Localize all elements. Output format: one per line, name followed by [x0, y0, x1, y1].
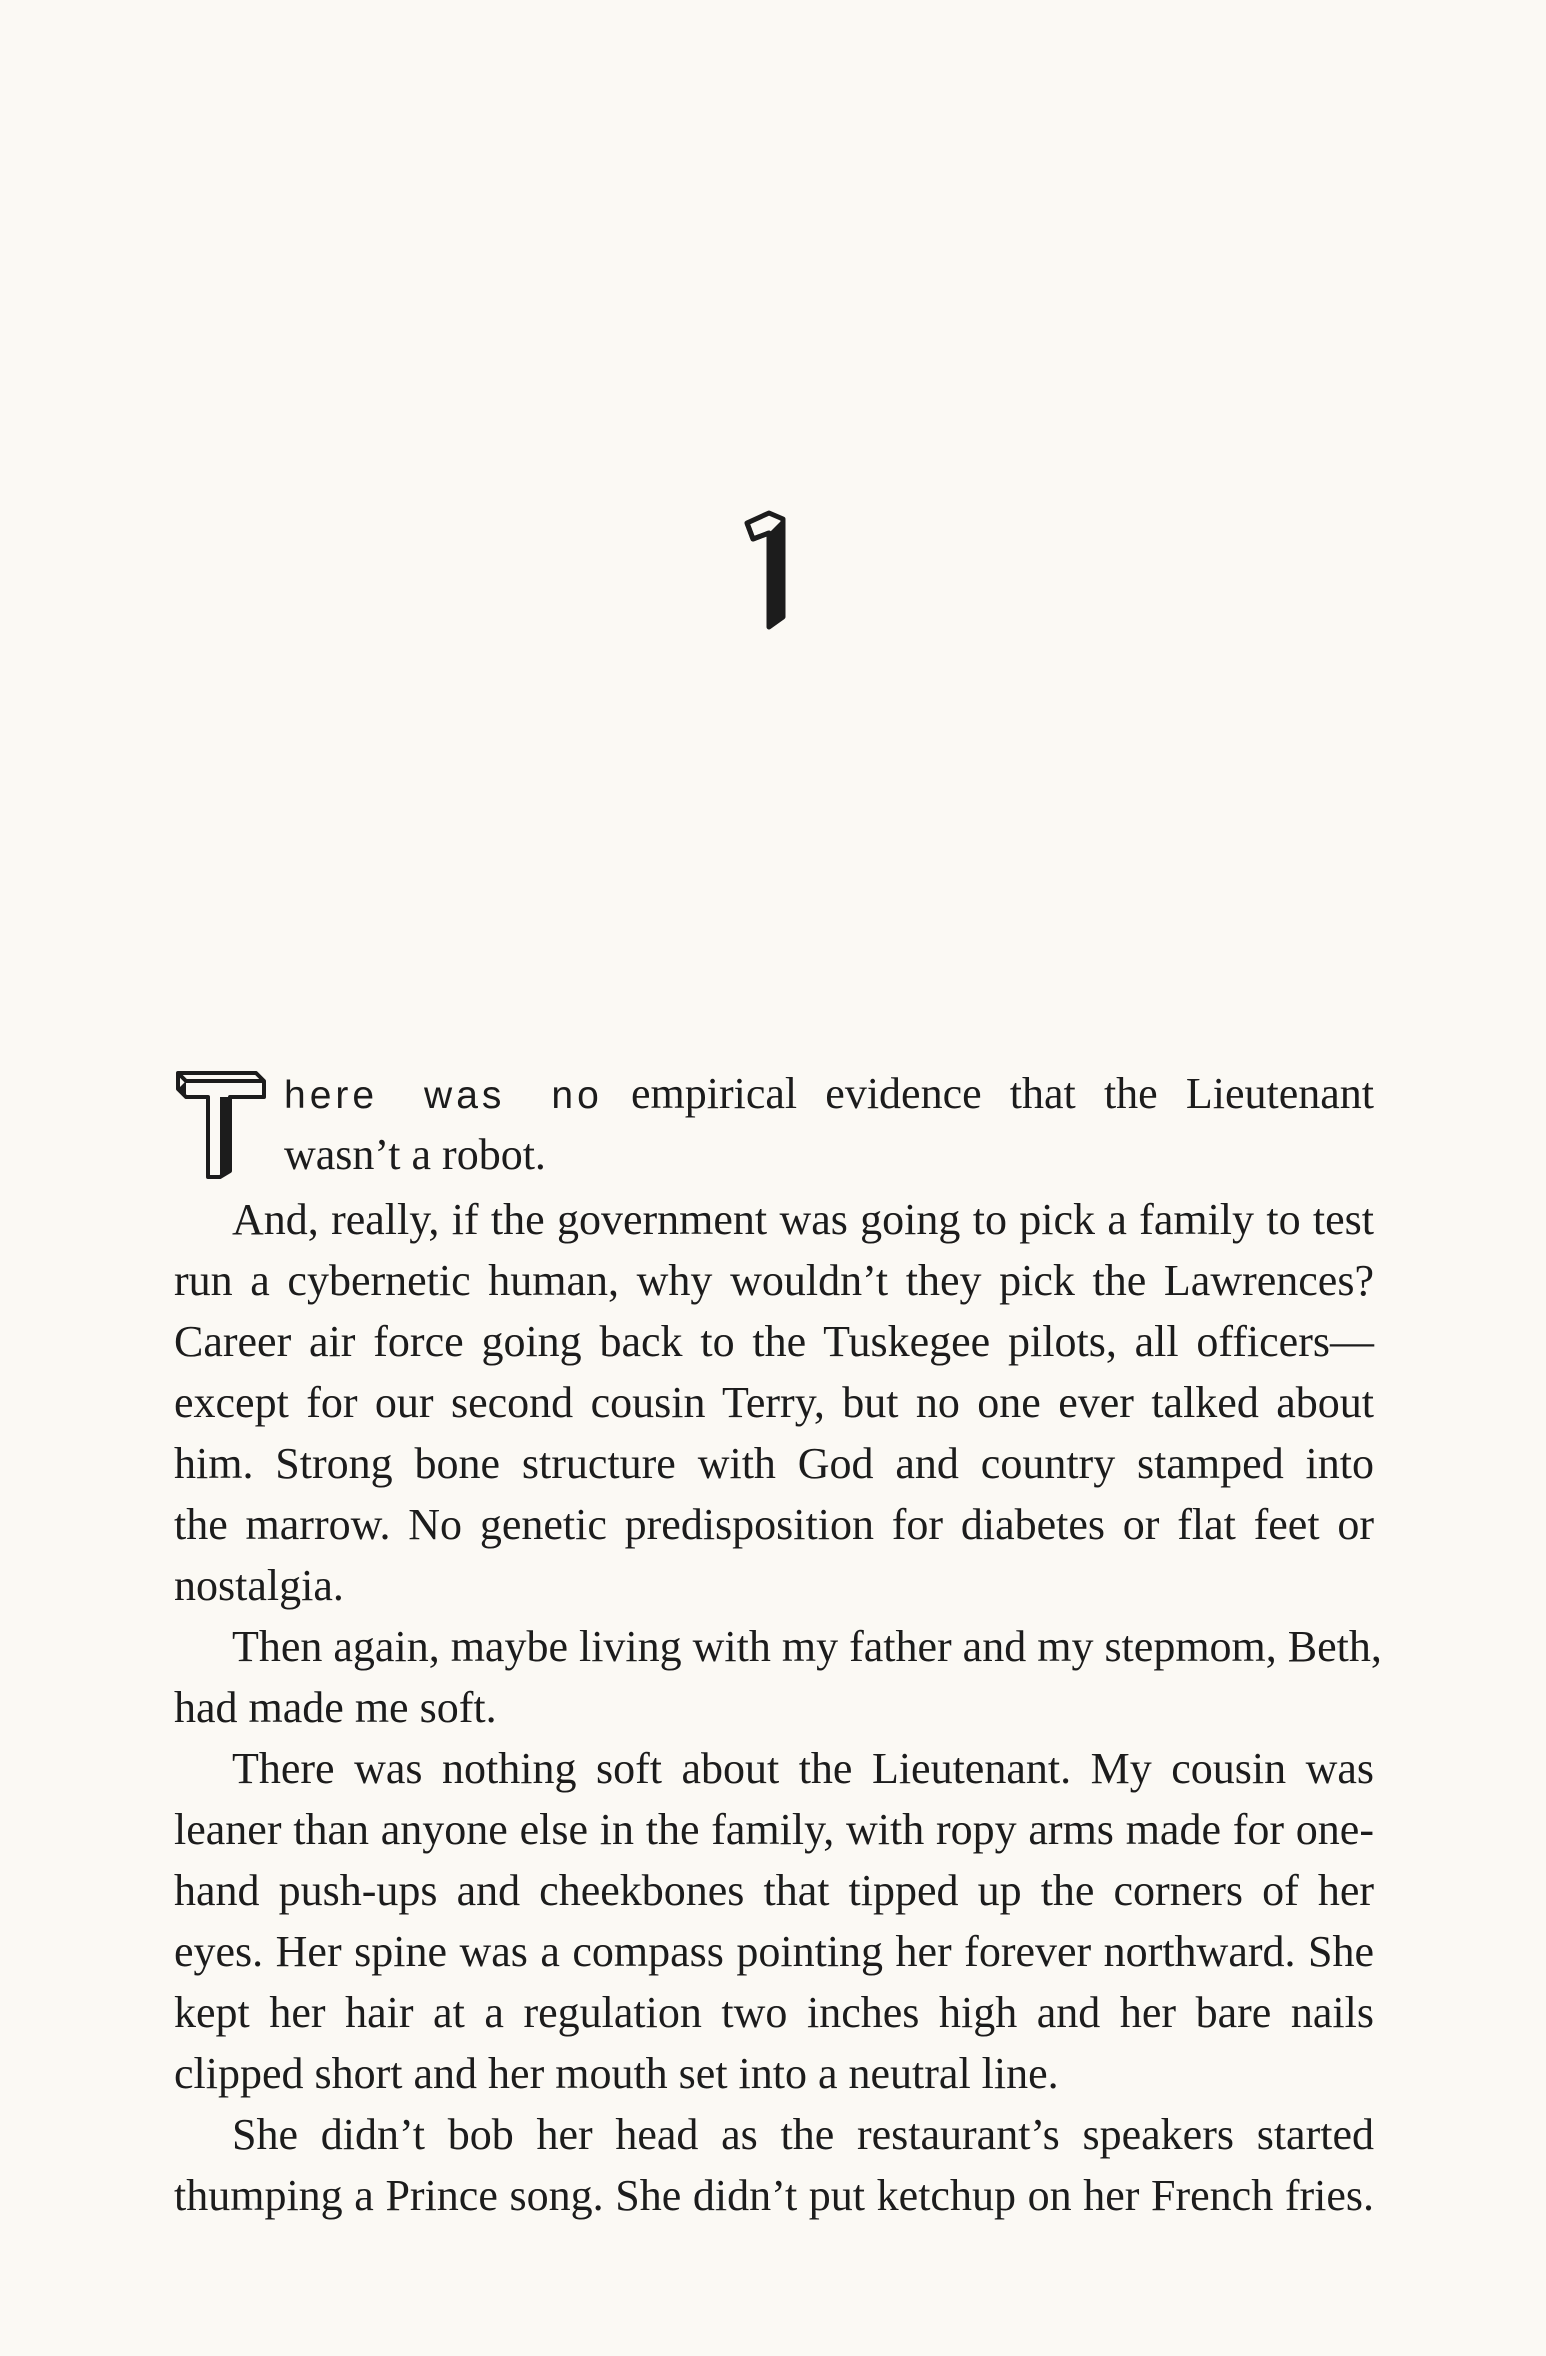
text-line: nostalgia.	[174, 1561, 344, 1610]
paragraph-4	[174, 1738, 1374, 2104]
opening-line-2: wasn’t a robot.	[284, 1130, 546, 1179]
text-line: thumping a Prince song. She didn’t put ketchup on her French fries.	[174, 2171, 1374, 2220]
text-line: And, really, if the government was going to pick a family to test	[232, 1195, 1374, 1244]
chapter-number-glyph	[733, 505, 803, 630]
opening-line-1-rest: empirical evidence that the Lieutenant	[630, 1069, 1375, 1118]
opening-paragraph	[174, 1063, 1374, 1189]
chapter-number	[733, 505, 803, 630]
text-line: Career air force going back to the Tuskegee pilots, all officers—	[174, 1317, 1374, 1366]
text-line: hand push-ups and cheekbones that tipped up the corners of her	[174, 1866, 1374, 1915]
text-line: had made me soft.	[174, 1683, 497, 1732]
text-line: clipped short and her mouth set into a neutral line.	[174, 2049, 1059, 2098]
text-line: leaner than anyone else in the family, with ropy arms made for one-	[174, 1805, 1374, 1854]
text-line: the marrow. No genetic predisposition for diabetes or flat feet or	[174, 1500, 1374, 1549]
chapter-body	[174, 1063, 1382, 2226]
text-line: Then again, maybe living with my father and my stepmom, Beth,	[232, 1622, 1382, 1671]
drop-cap-glyph	[174, 1067, 266, 1179]
text-line: him. Strong bone structure with God and country stamped into	[174, 1439, 1374, 1488]
text-line: eyes. Her spine was a compass pointing her forever northward. She	[174, 1927, 1374, 1976]
text-line: She didn’t bob her head as the restaurant’s speakers started	[232, 2110, 1374, 2159]
text-line: except for our second cousin Terry, but no one ever talked about	[174, 1378, 1374, 1427]
text-line: There was nothing soft about the Lieutenant. My cousin was	[232, 1744, 1374, 1793]
lead-in-text: here was no	[284, 1074, 603, 1117]
opening-line-1	[284, 1063, 1374, 1124]
paragraph-5	[174, 2104, 1374, 2226]
paragraph-3	[174, 1616, 1382, 1738]
paragraph-2	[174, 1189, 1374, 1616]
text-line: kept her hair at a regulation two inches high and her bare nails	[174, 1988, 1374, 2037]
text-line: run a cybernetic human, why wouldn’t they pick the Lawrences?	[174, 1256, 1374, 1305]
drop-cap	[174, 1067, 266, 1179]
